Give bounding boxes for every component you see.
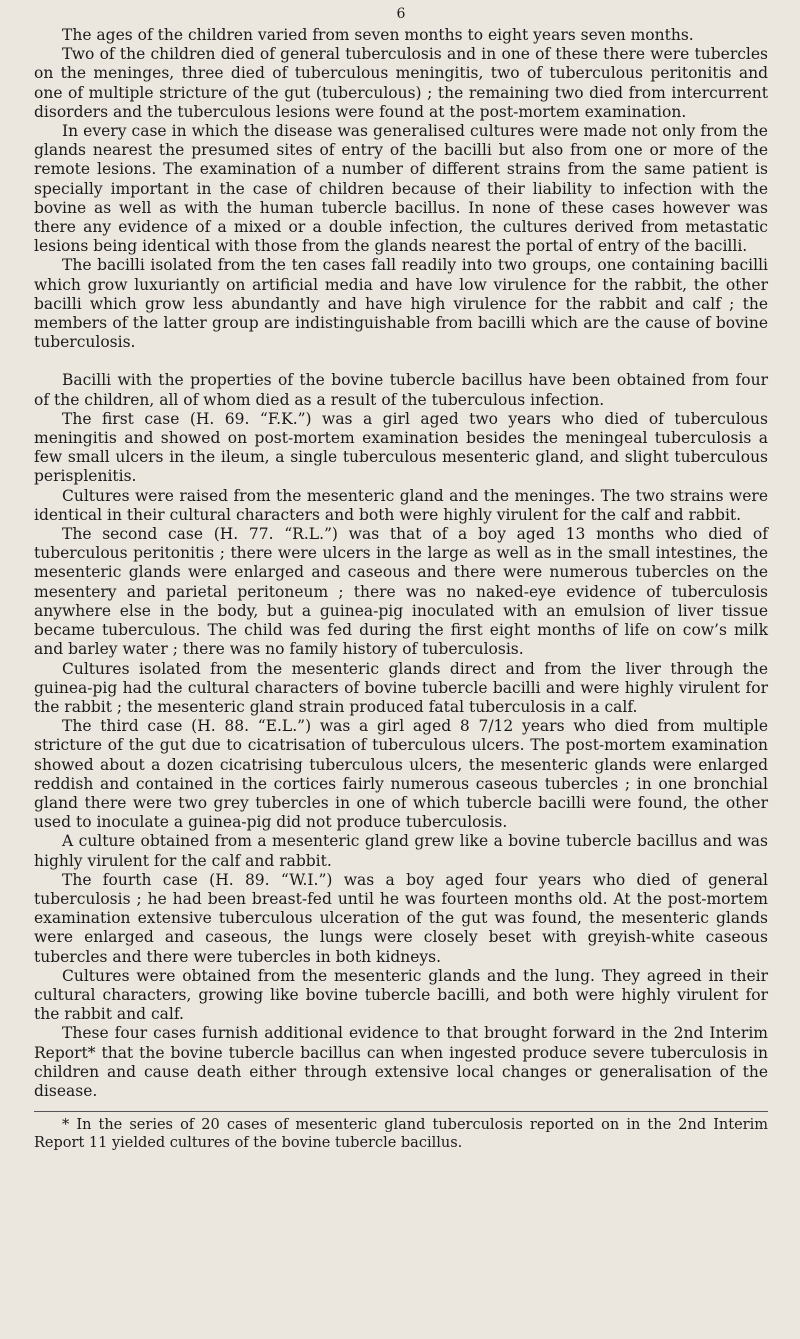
paragraph-causes-of-death: Two of the children died of general tuberculosis and in one of these there were tubercles on the meninges, three died of tuberculous meningitis, two of tuberculous peritonitis and one of multiple stricture of the gut (tuberculous) ; the remaining two died from intercurrent disorders and the tuberculous lesions were found at the post-mortem examination. (34, 45, 768, 121)
footnote: * In the series of 20 cases of mesenteric gland tuberculosis reported on in the 2nd Interim Report 11 yielded cultures of the bovine tubercle bacillus. (34, 1117, 768, 1152)
paragraph-fourth-case-cultures: Cultures were obtained from the mesenteric glands and the lung. They agreed in their cultural characters, growing like bovine tubercle bacilli, and both were highly virulent for the rabbit and calf. (34, 966, 768, 1024)
paragraph-first-case: The first case (H. 69. “F.K.”) was a girl aged two years who died of tuberculous meningitis and showed on post-mortem examination besides the meningeal tuberculosis a few small ulcers in the ileum, a single tuberculous mesenteric gland, and slight tuberculous perisplenitis. (34, 409, 768, 486)
paragraph-third-case: The third case (H. 88. “E.L.”) was a girl aged 8 7/12 years who died from multiple stricture of the gut due to cicatrisation of tuberculous ulcers. The post-mortem examination showed about a dozen cicatrising tuberculous ulcers, the mesenteric glands were enlarged reddish and contained in the cortices fairly numerous caseous tubercles ; in one bronchial gland there were two grey tubercles in one of which tubercle bacilli were found, the other used to inoculate a guinea-pig did not produce tuberculosis. (34, 717, 768, 832)
paragraph-first-case-cultures: Cultures were raised from the mesenteric gland and the meninges. The two strains were identical in their cultural characters and both were highly virulent for the calf and rabbit. (34, 486, 768, 524)
paragraph-second-case: The second case (H. 77. “R.L.”) was that of a boy aged 13 months who died of tuberculous peritonitis ; there were ulcers in the large as well as in the small intestines, the mesenteric glands were enlarged and caseous and there were numerous tubercles on the mesentery and parietal peritoneum ; there was no naked-eye evidence of tuberculosis anywhere else in the body, but a guinea-pig inoculated with an emulsion of liver tissue became tuberculous. The child was fed during the first eight months of life on cow’s milk and barley water ; there was no family history of tuberculosis. (34, 525, 768, 659)
paragraph-fourth-case: The fourth case (H. 89. “W.I.”) was a boy aged four years who died of general tuberculosis ; he had been breast-fed until he was fourteen months old. At the post-mortem examination extensive tuberculous ulceration of the gut was found, the mesenteric glands were enlarged and caseous, the lungs were closely beset with greyish-white caseous tubercles and there were tubercles in both kidneys. (34, 870, 768, 966)
paragraph-cultures-generalised: In every case in which the disease was generalised cultures were made not only from the glands nearest the presumed sites of entry of the bacilli but also from one or more of the remote lesions. The examination of a number of different strains from the same patient is specially important in the case of children because of their liability to infection with the bovine as well as with the human tubercle bacillus. In none of these cases however was there any evidence of a mixed or a double infection, the cultures derived from metastatic lesions being identical with those from the glands nearest the portal of entry of the bacilli. (34, 122, 768, 256)
body-text (34, 26, 768, 1101)
paragraph-conclusion: These four cases furnish additional evidence to that brought forward in the 2nd Interim Report* that the bovine tubercle bacillus can when ingested produce severe tuberculosis in children and cause death either through extensive local changes or generalisation of the disease. (34, 1024, 768, 1100)
paragraph-third-case-culture: A culture obtained from a mesenteric gland grew like a bovine tubercle bacillus and was highly virulent for the calf and rabbit. (34, 832, 768, 870)
footnote-divider (34, 1111, 768, 1112)
paragraph-second-case-cultures: Cultures isolated from the mesenteric glands direct and from the liver through the guinea-pig had the cultural characters of bovine tubercle bacilli and were highly virulent for the rabbit ; the mesenteric gland strain produced fatal tuberculosis in a calf. (34, 659, 768, 716)
paragraph-bovine-bacilli-obtained: Bacilli with the properties of the bovine tubercle bacillus have been obtained from four of the children, all of whom died as a result of the tuberculous infection. (34, 371, 768, 409)
paragraph-bacilli-groups: The bacilli isolated from the ten cases fall readily into two groups, one containing bacilli which grow luxuriantly on artificial media and have low virulence for the rabbit, the other bacilli which grow less abundantly and have high virulence for the rabbit and calf ; the members of the latter group are indistinguishable from bacilli which are the cause of bovine tuberculosis. (34, 256, 768, 352)
paragraph-ages: The ages of the children varied from seven months to eight years seven months. (62, 26, 694, 44)
page-number: 6 (396, 6, 406, 22)
